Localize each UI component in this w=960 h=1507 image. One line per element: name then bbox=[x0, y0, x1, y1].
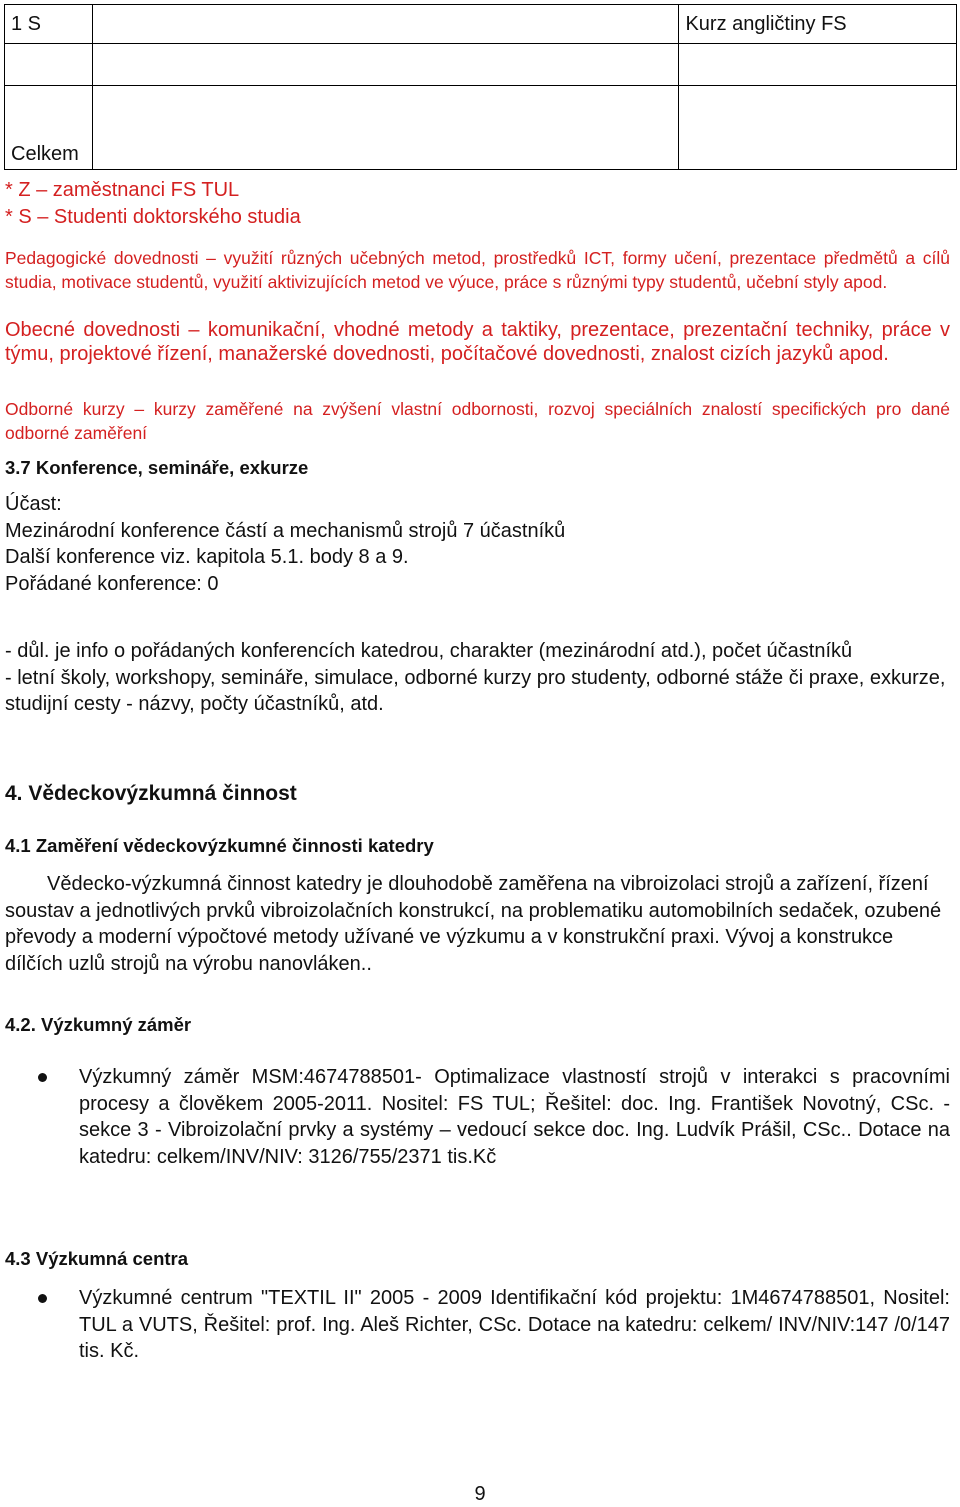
organized-conference-line: Pořádané konference: 0 bbox=[5, 572, 219, 595]
note-studenti: * S – Studenti doktorského studia bbox=[5, 206, 301, 228]
conference-notes bbox=[5, 638, 950, 718]
table-cell bbox=[92, 44, 678, 86]
table-notes bbox=[5, 177, 950, 231]
section-4-2-heading: 4.2. Výzkumný záměr bbox=[5, 1014, 192, 1035]
note-zamestnanci: * Z – zaměstnanci FS TUL bbox=[5, 179, 240, 201]
intl-conference-line: Mezinárodní konference částí a mechanismů strojů 7 účastníků bbox=[5, 519, 566, 542]
table-cell bbox=[92, 5, 678, 44]
note-important: - důl. je info o pořádaných konferencích katedrou, charakter (mezinárodní atd.), počet účastníků bbox=[5, 640, 853, 662]
table-cell: 1 S bbox=[5, 5, 93, 44]
research-plan-text: Výzkumný záměr MSM:4674788501- Optimalizace vlastností strojů v interakci s pracovními procesy a člověkem 2005-2011. Nositel: FS TUL; Řešitel: doc. Ing. František Novotný, CSc. - sekce 3 - Vibroizolační prvky a systémy – vedoucí sekce doc. Ing. Ludvík Prášil, CSc.. Dotace na katedru: celkem/INV/NIV: 3126/755/2371 tis.Kč bbox=[79, 1066, 950, 1168]
table-cell bbox=[5, 44, 93, 86]
table-row bbox=[5, 86, 957, 170]
header-table bbox=[4, 4, 957, 170]
research-centre-text: Výzkumné centrum "TEXTIL II" 2005 - 2009 Identifikační kód projektu: 1M4674788501, Nositel: TUL a VUTS, Řešitel: prof. Ing. Aleš Richter, CSc. Dotace na katedru: celkem/ INV/NIV:147 /0/147 tis. Kč. bbox=[79, 1287, 950, 1362]
table-cell bbox=[679, 44, 957, 86]
section-4-1-heading: 4.1 Zaměření vědeckovýzkumné činnosti katedry bbox=[5, 835, 434, 856]
table-cell bbox=[92, 86, 678, 170]
section-3-7-heading: 3.7 Konference, semináře, exkurze bbox=[5, 457, 309, 478]
section-4-3-heading: 4.3 Výzkumná centra bbox=[5, 1248, 189, 1269]
section-4-1-text: Vědecko-výzkumná činnost katedry je dlouhodobě zaměřena na vibroizolaci strojů a zařízení, řízení soustav a jednotlivých prvků vibroizolačních konstrukcí, na problematiku automobilních sedaček, ozubené převody a moderní výpočtové metody užívané ve výzkumu a v konstrukční praxi. Vývoj a konstrukce dílčích uzlů strojů na výrobu nanovláken.. bbox=[5, 873, 942, 975]
section-4-heading: 4. Vědeckovýzkumná činnost bbox=[5, 782, 297, 805]
conference-participation bbox=[5, 491, 950, 597]
odborne-kurzy: Odborné kurzy – kurzy zaměřené na zvýšení vlastní odbornosti, rozvoj speciálních znalostí specifických pro dané odborné zaměření bbox=[5, 399, 950, 443]
note-summer-schools: - letní školy, workshopy, semináře, simulace, odborné kurzy pro studenty, odborné stáže či praxe, exkurze, studijní cesty - názvy, počty účastníků, atd. bbox=[5, 666, 946, 715]
table-row bbox=[5, 44, 957, 86]
table-cell bbox=[679, 86, 957, 170]
table-cell: Celkem bbox=[5, 86, 93, 170]
page-number: 9 bbox=[474, 1483, 486, 1505]
other-conference-line: Další konference viz. kapitola 5.1. body 8 a 9. bbox=[5, 546, 409, 568]
list-item bbox=[5, 1285, 950, 1365]
bullet-icon bbox=[38, 1073, 47, 1082]
ucast-label: Účast: bbox=[5, 493, 62, 515]
pedagogicke-dovednosti: Pedagogické dovednosti – využití různých učebných metod, prostředků ICT, formy učení, prezentace předmětů a cílů studia, motivace studentů, využití aktivizujících metod ve výuce, práce s různými typy studentů, učební styly apod. bbox=[5, 248, 950, 292]
list-item bbox=[5, 1064, 950, 1170]
table-cell: Kurz angličtiny FS bbox=[679, 5, 957, 44]
table-row bbox=[5, 5, 957, 44]
bullet-icon bbox=[38, 1294, 47, 1303]
obecne-dovednosti: Obecné dovednosti – komunikační, vhodné metody a taktiky, prezentace, prezentační techniky, práce v týmu, projektové řízení, manažerské dovednosti, počítačové dovednosti, znalost cizích jazyků apod. bbox=[5, 319, 950, 365]
